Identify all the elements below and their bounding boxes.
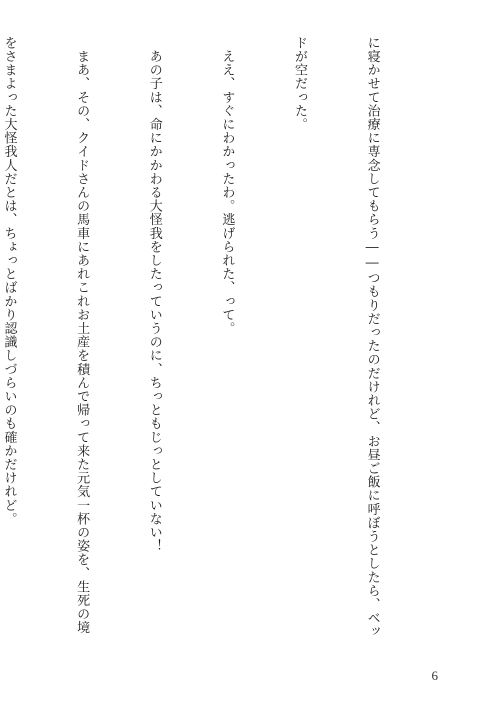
vertical-text-body	[1, 36, 432, 651]
text-line: あの子は、命にかかわる大怪我をしたっていうのに、ちっともじっとしていない！	[146, 36, 162, 553]
text-line: に寝かせて治療に専念してもらう――つもりだったのだけれど、お昼ご飯に呼ぼうとしたら、ベッ	[364, 36, 380, 639]
page-number: 6	[431, 668, 438, 683]
text-line: まあ、その、クイドさんの馬車にあれこれお土産を積んで帰って来た元気一杯の姿を、生死の境	[74, 36, 90, 635]
text-line: ドが空だった。	[291, 36, 307, 132]
text-line: をさまよった大怪我人だとは、ちょっとばかり認識しづらいのも確かだけれど。	[1, 36, 17, 526]
text-line: ええ、すぐにわかったわ。逃げられた、って。	[219, 36, 235, 336]
